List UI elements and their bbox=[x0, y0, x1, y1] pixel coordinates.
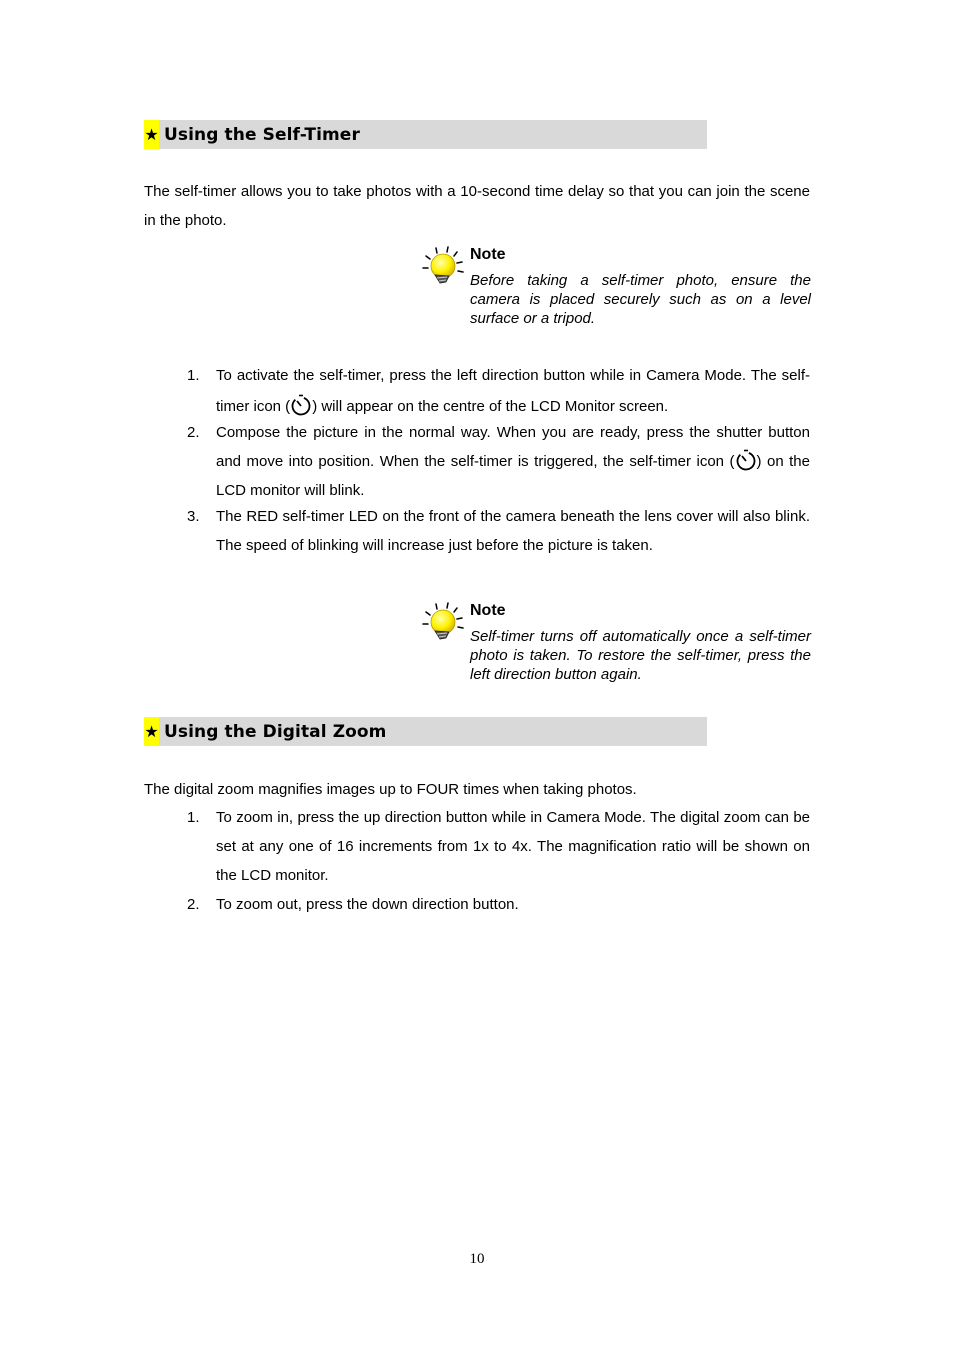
self-timer-icon bbox=[290, 394, 312, 416]
section-title: Using the Digital Zoom bbox=[164, 721, 387, 742]
note-box bbox=[422, 602, 812, 692]
list-item: 2. Compose the picture in the normal way. When you are ready, press the shutter button and move into position. When the self-timer is triggered, the self-timer icon ( ) on the LCD monitor will blink. bbox=[187, 424, 810, 499]
list-item: 1. To activate the self-timer, press the left direction button while in Camera Mode. The self-timer icon ( ) will appear on the centre of the LCD Monitor screen. bbox=[187, 367, 810, 415]
note-title: Note bbox=[470, 246, 506, 263]
section-header-digital-zoom bbox=[144, 717, 707, 746]
note-box bbox=[422, 246, 812, 336]
self-timer-steps bbox=[187, 360, 810, 560]
lightbulb-icon bbox=[422, 602, 466, 644]
digital-zoom-steps bbox=[187, 803, 810, 919]
note-body: Before taking a self-timer photo, ensure the camera is placed securely such as on a level surface or a tripod. bbox=[470, 272, 811, 327]
note-title: Note bbox=[470, 602, 506, 619]
section-title: Using the Self-Timer bbox=[164, 124, 360, 145]
self-timer-icon bbox=[735, 449, 757, 471]
note-body: Self-timer turns off automatically once a self-timer photo is taken. To restore the self-timer, press the left direction button again. bbox=[470, 628, 811, 683]
list-item: 1. To zoom in, press the up direction button while in Camera Mode. The digital zoom can be set at any one of 16 increments from 1x to 4x. The magnification ratio will be shown on the LCD monitor. bbox=[187, 809, 810, 884]
list-item: 2. To zoom out, press the down direction button. bbox=[187, 896, 519, 913]
section-header-self-timer bbox=[144, 120, 707, 149]
page-number: 10 bbox=[469, 1251, 485, 1267]
self-timer-intro: The self-timer allows you to take photos with a 10-second time delay so that you can join the scene in the photo. bbox=[144, 183, 810, 229]
digital-zoom-intro: The digital zoom magnifies images up to FOUR times when taking photos. bbox=[144, 781, 637, 798]
lightbulb-icon bbox=[422, 246, 466, 288]
list-item: 3. The RED self-timer LED on the front of the camera beneath the lens cover will also blink. The speed of blinking will increase just before the picture is taken. bbox=[187, 508, 810, 554]
star-icon: ★ bbox=[144, 717, 159, 746]
star-icon: ★ bbox=[144, 120, 159, 149]
